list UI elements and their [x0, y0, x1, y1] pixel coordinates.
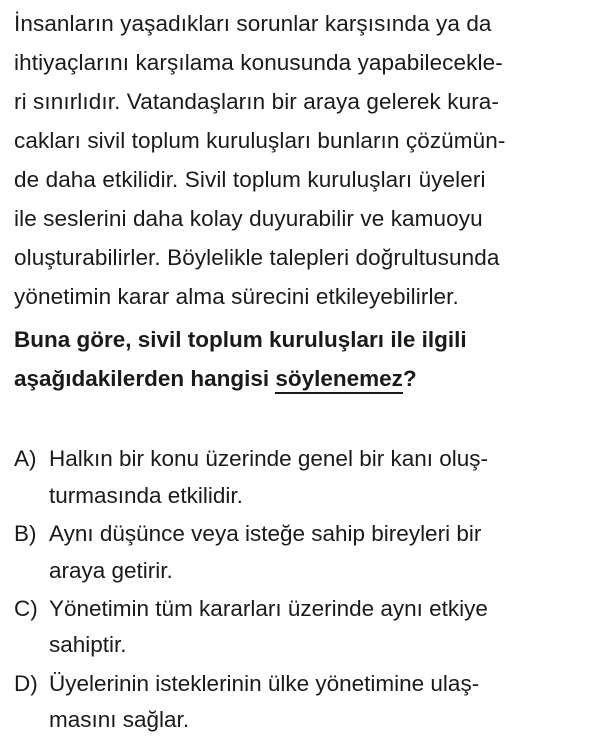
option-letter: A) [14, 446, 37, 471]
option-text: masını sağlar. [49, 707, 190, 732]
option-text: turmasında etkilidir. [49, 483, 243, 508]
passage-line: İnsanların yaşadıkları sorunlar karşısında ya da [14, 11, 492, 36]
option-text: Halkın bir konu üzerinde genel bir kanı oluş- [49, 446, 488, 471]
passage-line: ihtiyaçlarını karşılama konusunda yapabilecekle- [14, 50, 503, 75]
passage-line: ile seslerini daha kolay duyurabilir ve kamuoyu [14, 206, 483, 231]
passage-line: oluşturabilirler. Böylelikle talepleri doğrultusunda [14, 245, 500, 270]
option-text: Üyelerinin isteklerinin ülke yönetimine ulaş- [49, 671, 480, 696]
question-mark: ? [402, 366, 417, 391]
option-text: Yönetimin tüm kararları üzerinde aynı etkiye [49, 596, 488, 621]
option-text: sahiptir. [49, 632, 127, 657]
option-text: Aynı düşünce veya isteğe sahip bireyleri bir [49, 521, 482, 546]
underlined-keyword: söylenemez [275, 366, 403, 394]
passage-line: de daha etkilidir. Sivil toplum kuruluşları üyeleri [14, 167, 486, 192]
option-letter: C) [14, 596, 38, 621]
passage-line: yönetimin karar alma sürecini etkileyebilirler. [14, 284, 459, 309]
question-prefix: aşağıdakilerden hangisi [14, 366, 276, 391]
passage-line: cakları sivil toplum kuruluşları bunların çözümün- [14, 128, 506, 153]
option-letter: B) [14, 521, 37, 546]
option-text: araya getirir. [49, 558, 173, 583]
passage-line: ri sınırlıdır. Vatandaşların bir araya gelerek kura- [14, 89, 499, 114]
question-line [14, 366, 417, 392]
option-letter: D) [14, 671, 38, 696]
question-line: Buna göre, sivil toplum kuruluşları ile ilgili [14, 327, 467, 352]
